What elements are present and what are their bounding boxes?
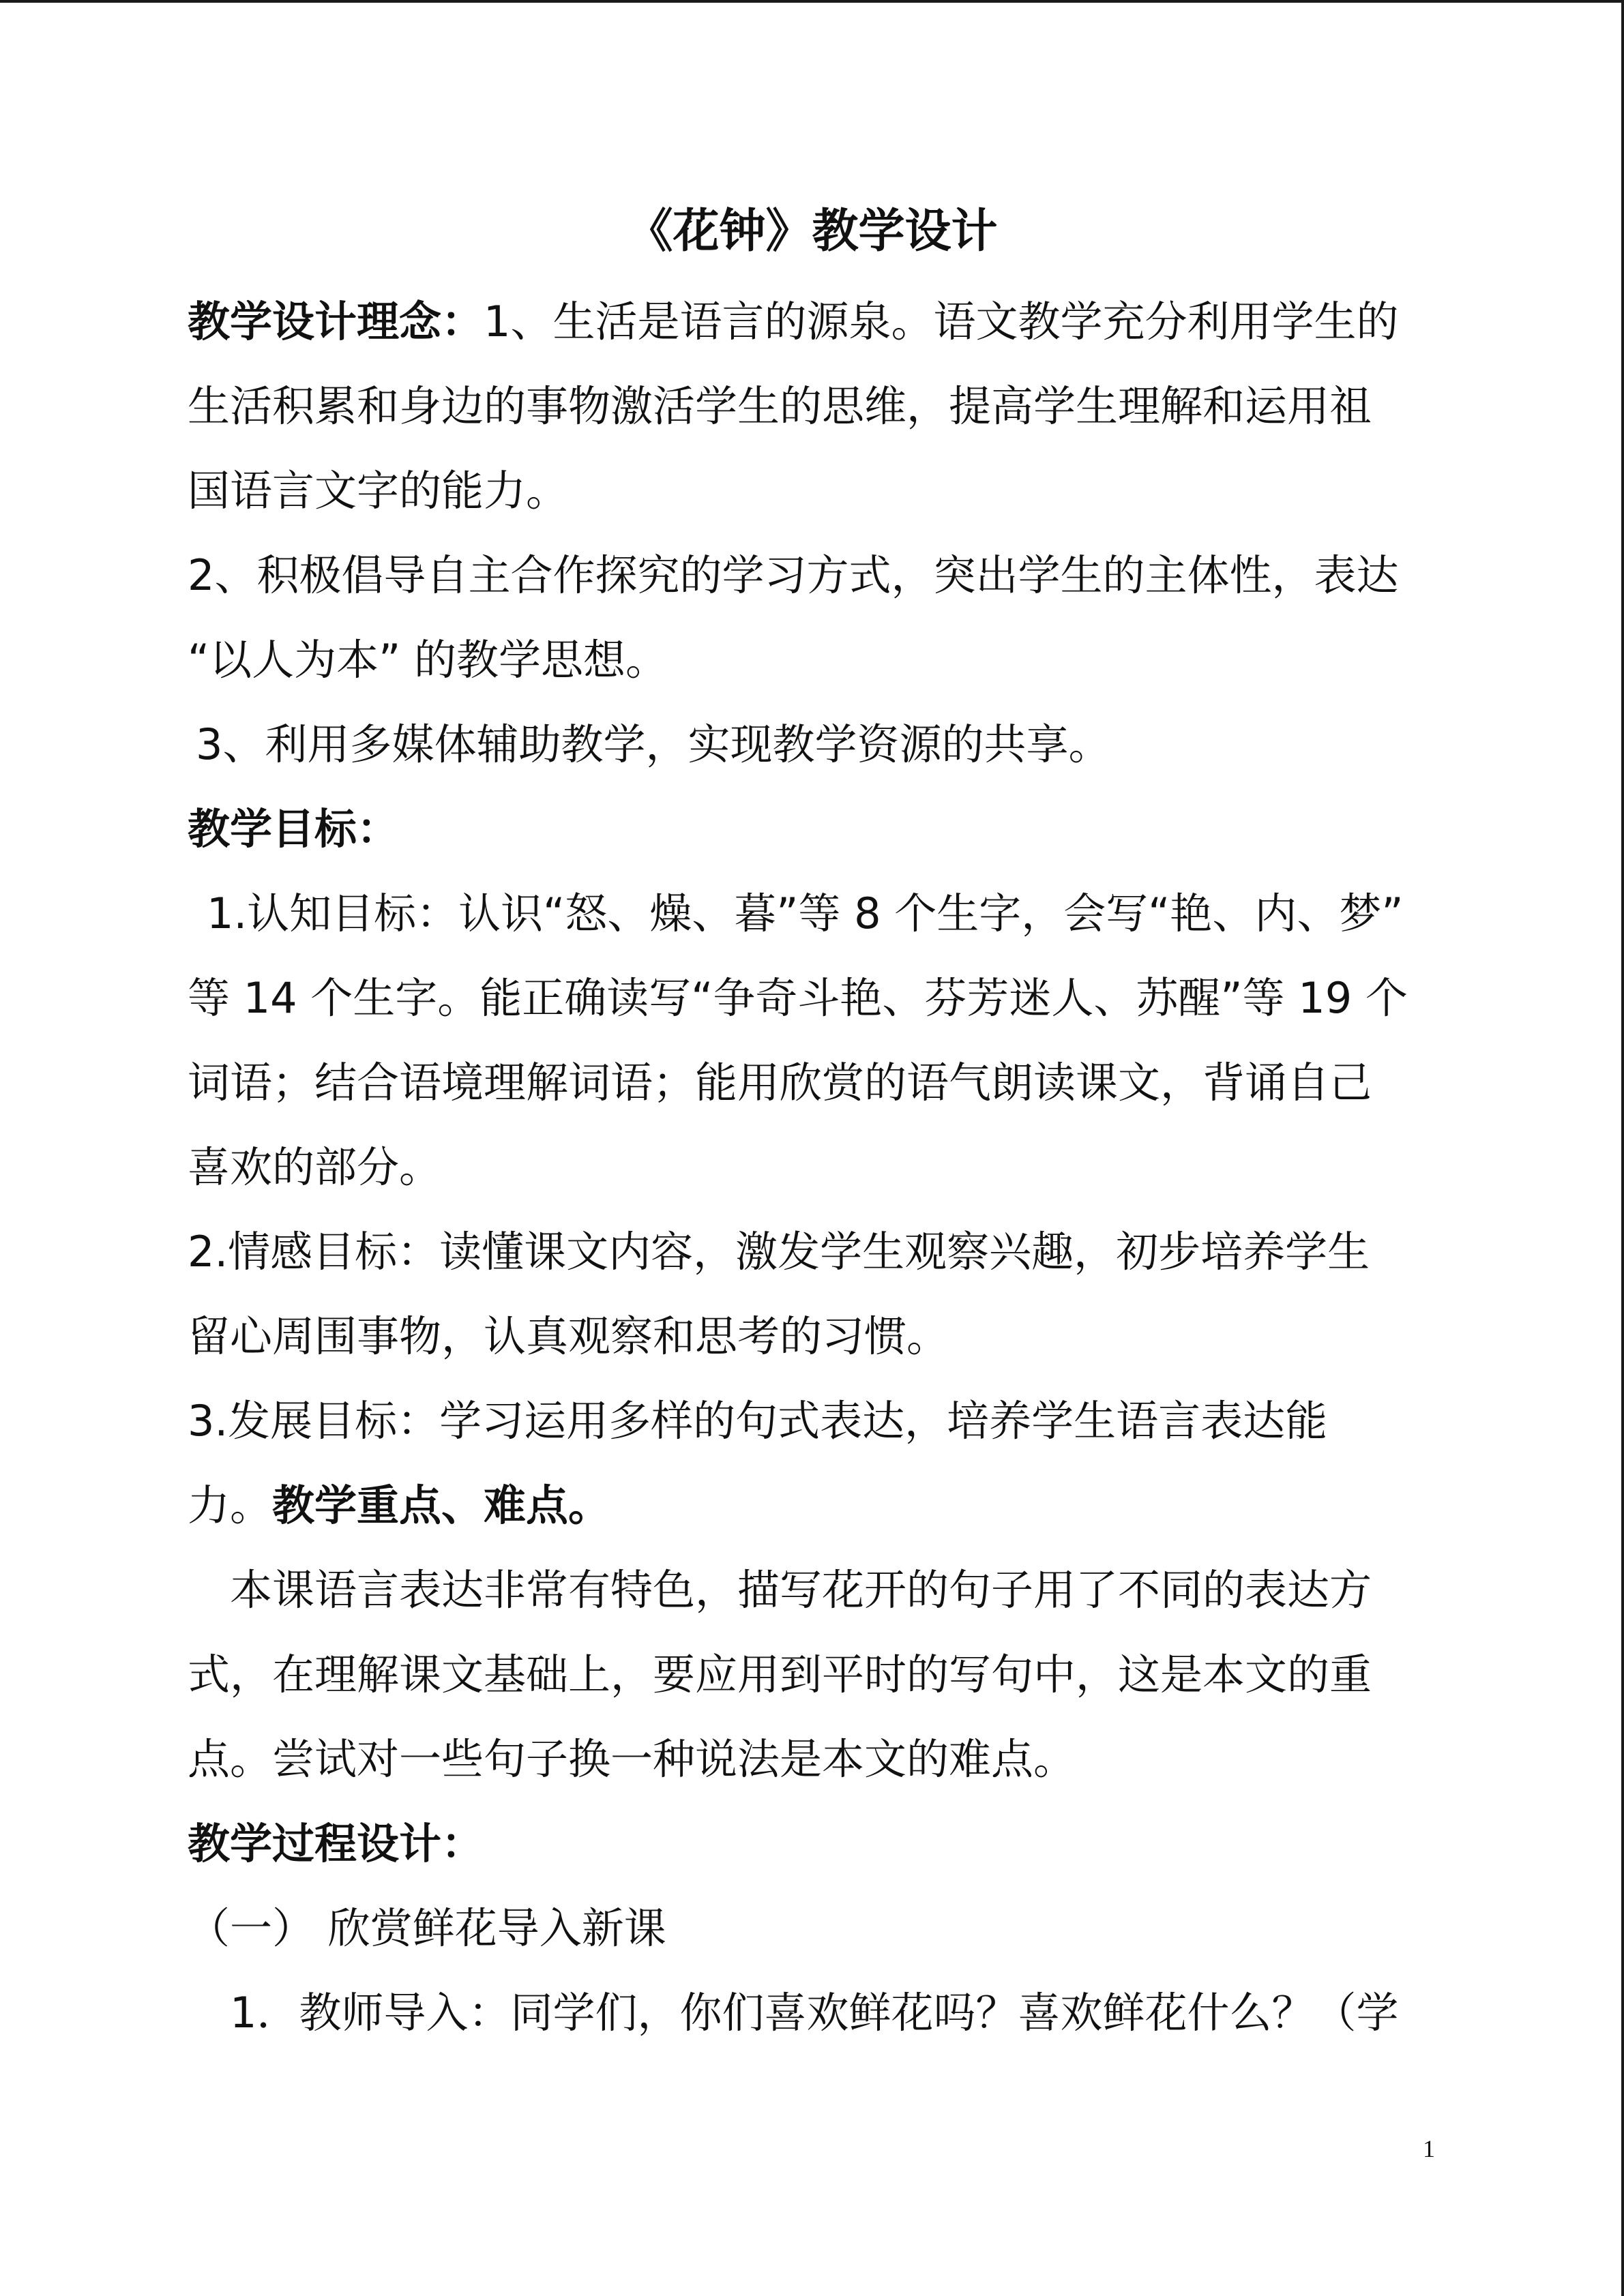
body-text: 词语；结合语境理解词语；能用欣赏的语气朗读课文，背诵自己 [188,1058,1372,1107]
body-line [188,1802,1449,1886]
body-line [188,1041,1449,1125]
page-number: 1 [1423,2135,1435,2162]
heading-text: 教学设计理念： [188,297,484,346]
body-line [188,1210,1449,1294]
body-text: 3.发展目标：学习运用多样的句式表达，培养学生语言表达能 [188,1396,1328,1446]
body-line [188,1548,1449,1632]
body-line [188,1463,1449,1548]
body-line [188,1717,1449,1802]
heading-text: 教学目标： [188,804,400,854]
document-body [188,280,1449,2055]
body-line [188,871,1449,956]
body-text: 等 14 个生字。能正确读写“争奇斗艳、芬芳迷人、苏醒”等 19 个 [188,973,1408,1023]
document-title: 《花钟》教学设计 [626,205,998,258]
body-text: 力。 [188,1480,273,1530]
body-line [188,787,1449,871]
body-line [188,449,1449,533]
body-line [188,1971,1449,2055]
body-text: 3、利用多媒体辅助教学，实现教学资源的共享。 [196,719,1111,769]
body-text: 留心周围事物，认真观察和思考的习惯。 [188,1311,949,1361]
page-border-right [1621,0,1624,2296]
body-line [188,1125,1449,1210]
body-text: 点。尝试对一些句子换一种说法是本文的难点。 [188,1734,1076,1784]
body-line [188,956,1449,1041]
body-line [188,1379,1449,1463]
body-text: 本课语言表达非常有特色，描写花开的句子用了不同的表达方 [230,1565,1372,1615]
body-line [188,1886,1449,1971]
heading-text: 教学重点、难点。 [272,1480,611,1530]
body-line [188,533,1449,618]
body-text: 1、生活是语言的源泉。语文教学充分利用学生的 [484,297,1399,346]
body-line [188,702,1449,787]
body-text: 1．教师导入：同学们，你们喜欢鲜花吗？喜欢鲜花什么？（学 [230,1988,1399,2038]
body-text: “以人为本” 的教学思想。 [188,635,668,685]
body-text: 1.认知目标：认识“怒、燥、暮”等 8 个生字，会写“艳、内、梦” [207,889,1404,938]
body-line [188,364,1449,449]
body-line [188,1632,1449,1717]
body-line [188,618,1449,702]
body-line [188,280,1449,364]
body-text: 喜欢的部分。 [188,1142,442,1192]
body-text: （一） 欣赏鲜花导入新课 [188,1903,666,1953]
heading-text: 教学过程设计： [188,1819,484,1868]
body-text: 2.情感目标：读懂课文内容，激发学生观察兴趣，初步培养学生 [188,1227,1370,1277]
body-text: 国语言文字的能力。 [188,466,569,516]
body-line [188,1294,1449,1379]
page-border-top [0,0,1624,3]
body-text: 式，在理解课文基础上，要应用到平时的写句中，这是本文的重 [188,1650,1372,1699]
body-text: 生活积累和身边的事物激活学生的思维，提高学生理解和运用祖 [188,381,1372,431]
body-text: 2、积极倡导自主合作探究的学习方式，突出学生的主体性，表达 [188,550,1399,600]
